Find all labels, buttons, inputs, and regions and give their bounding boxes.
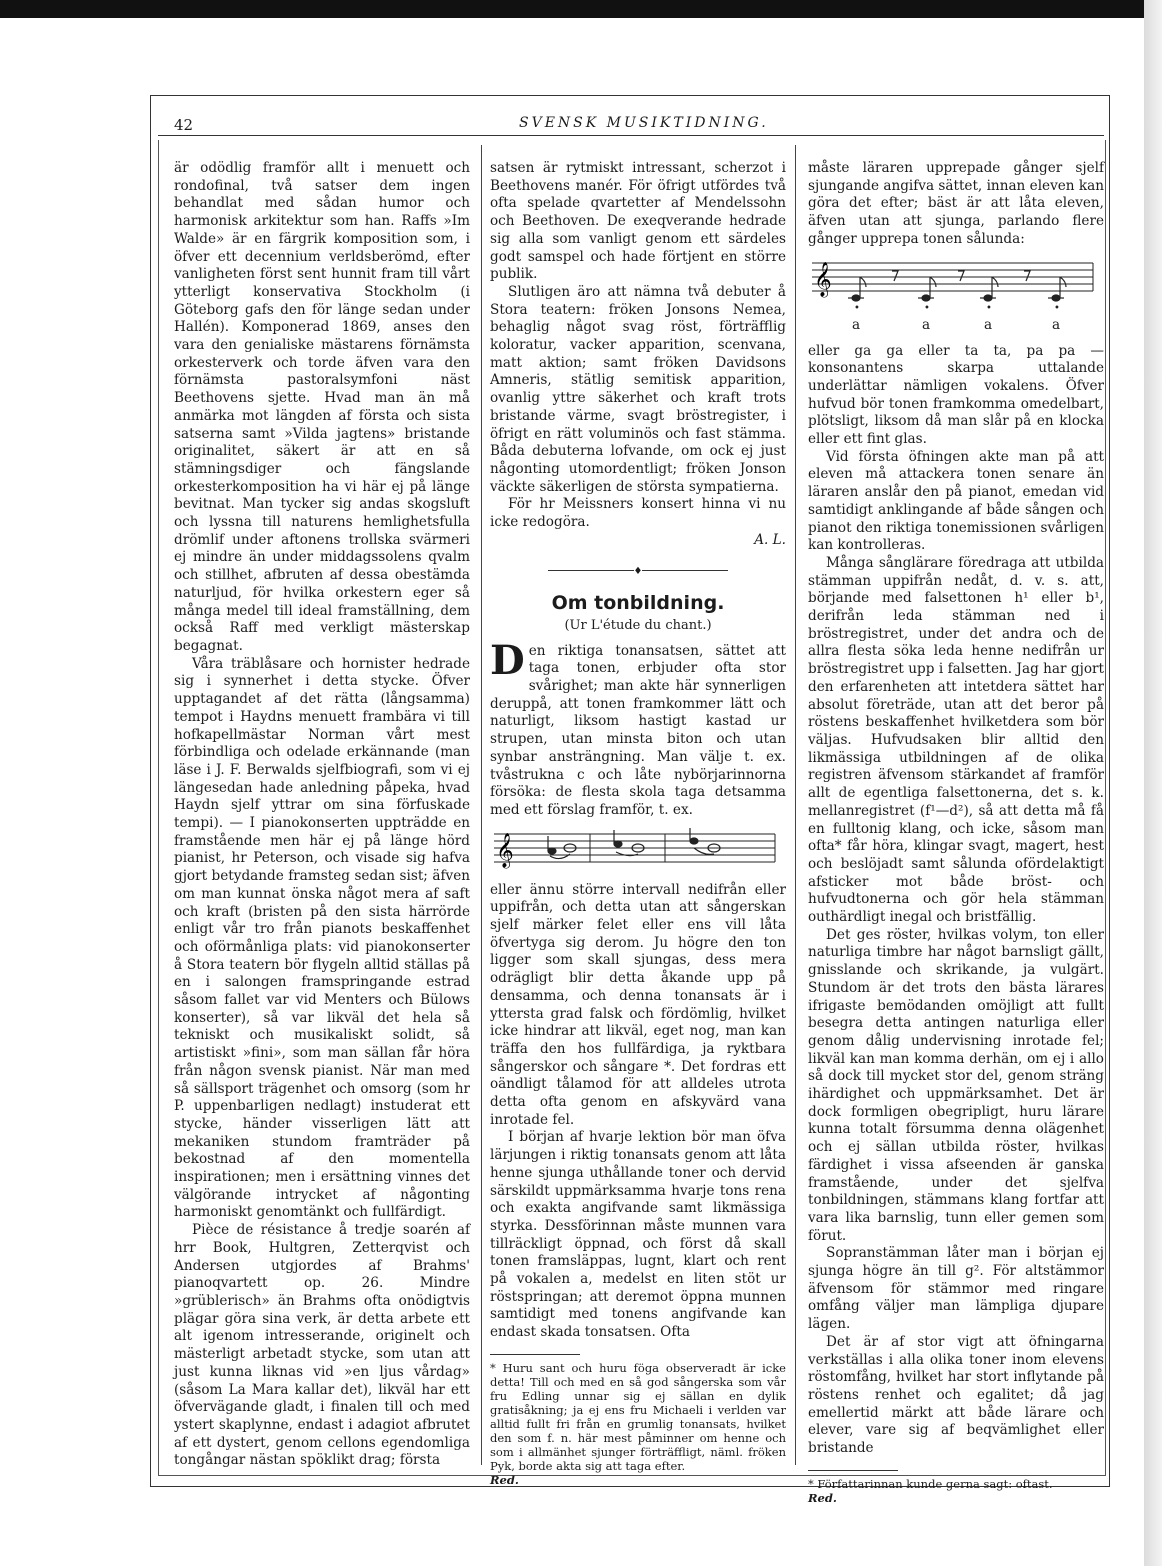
col1-paragraph-3: Pièce de résistance å tredje soarén af hrr Book, Hultgren, Zetterqvist och Andersen utgjordes af Brahms' pianoqvartett op. 26. Mindre »grüblerisch» än Brahms ofta onödigtvis plägar göra sina verk, är detta arbete ett alt igenom intresserande, originelt och mästerligt arbetadt stycke, som utan att just kunna liknas vid »en ljus vårdag» (såsom La Mara kallar det), likväl har ett öfvervägande gladt, i finalen till och med ystert skaplynne, endast i adagiot afbrutet af ett dystert, genom cellons egendomliga tongångar nästan spöklikt drag; första <box>174 1222 470 1469</box>
svg-text:𝄞: 𝄞 <box>814 261 832 297</box>
col2-footnote: * Huru sant och huru föga observeradt är icke detta! Till och med en så god sångerska som vår fru Edling unnar sig ej sällan en dylik gratisåkning; ja ej ens fru Michaeli i verlden var alltid fullt fri från en grumlig tonansats, hvilket den som f. n. här mest påminner om henne och som i allmänhet sjunger förträffligt, näml. fröken Pyk, borde akta sig att taga efter. <box>490 1360 786 1473</box>
col2-paragraph-6: I början af hvarje lektion bör man öfva lärjungen i riktig tonansats genom att låta henne sjunga uthållande toner och dervid särskildt uppmärksamma hvarje tons rena och exakta angifvande samt likmässiga styrka. Dessförinnan måste munnen vara tillräckligt öppnad, och först då skall tonen framsläppas, lugnt, klart och rent på vokalen a, medelst en liten stöt ur röstspringan; att deremot öppna munnen samtidigt med tonens angifvande kan endast skada tonsatsen. Ofta <box>490 1129 786 1341</box>
scan-top-edge <box>0 0 1162 18</box>
svg-text:•: • <box>1054 302 1060 314</box>
page-header <box>174 112 1104 140</box>
syllable-2: a <box>922 316 931 333</box>
col2-paragraph-1: satsen är rytmiskt intressant, scherzot i Beethovens manér. För öfrigt utfördes två ofta spelade qvartetter af Mendelssohn och Beethoven. De exeqverande hedrade sig alla som vanligt genom ett särdeles godt samspel och hade förtjent en större publik. <box>490 160 786 283</box>
syllable-3: a <box>984 316 993 333</box>
column-3 <box>808 160 1104 1505</box>
syllable-4: a <box>1052 316 1061 333</box>
col3-paragraph-3: Vid första öfningen akte man på att eleven må attackera tonen senare än läraren anslår den på pianot, emedan vid samtidigt anklingande af både sången och pianot den riktiga tonemissionen svårligen kan kontrolleras. <box>808 448 1104 554</box>
article-title: Om tonbildning. <box>551 592 725 615</box>
review-signature: A. L. <box>754 531 786 548</box>
svg-text:•: • <box>854 302 860 314</box>
drop-cap: D <box>490 636 525 684</box>
col3-footnote-signature: Red. <box>808 1490 837 1505</box>
article-source: (Ur L'étude du chant.) <box>564 617 712 633</box>
col3-paragraph-1: måste läraren upprepade gånger sjelf sjungande angifva sättet, innan eleven kan göra det efter; bäst är att låta eleven, äfven utan att sjunga, parlando flere gånger upprepa tonen sålunda: <box>808 160 1104 247</box>
col3-footnote: * Författarinnan kunde gerna sagt: oftast. <box>808 1476 1053 1491</box>
col2-paragraph-2: Slutligen äro att nämna två debuter å Stora teatern: fröken Jonsons Nemea, behaglig något svag röst, förträfflig koloratur, vacker apparition, scenvana, matt aktion; samt fröken Davidsons Amneris, stätlig semitisk apparition, ovanlig yttre säkerhet och kraft trots bristande värme, svagt bröstregister, i öfrigt en rätt voluminös och fast stämma. Båda debuterna lofvande, om ock ej just någonting utomordentligt; fröken Jonson väckte säkerligen de största sympatierna. <box>490 283 786 495</box>
col3-paragraph-6: Sopranstämman låter man i början ej sjunga högre än till g². För altstämmor äfvensom för stämmor med ringare omfång väljer man lämpliga djupare lägen. <box>808 1245 1104 1333</box>
music-example-1 <box>490 826 780 872</box>
section-separator: ♦ <box>490 563 786 581</box>
music-example-2 <box>808 253 1104 339</box>
col3-paragraph-5: Det ges röster, hvilkas volym, ton eller naturliga timbre har något barnsligt gällt, gnisslande och skrikande, ja vulgärt. Stundom är det trots den bästa lärares ifrigaste bemödanden omöjligt att fullt besegra detta antingen naturliga eller genom dålig undervisning inrotade fel; likväl kan man komma derhän, om ej i allo så dock till mycket stor del, genom sträng ihärdighet och uppmärksamhet. Det är dock formligen obegripligt, huru lärare kunna totalt försumma denna olägenhet och ej sällan utbilda röster, hvilkas färdighet i vissa afseenden är ganska framstående, under det sjelfva tonbildningen, stämmans klang fortfar att vara lika barnslig, tunn eller gemen som förut. <box>808 926 1104 1244</box>
page-number: 42 <box>174 116 194 134</box>
col1-paragraph-2: Våra träblåsare och hornister hedrade sig i synnerhet i detta stycke. Öfver upptagandet af det rätta (långsamma) tempot i Haydns menuett frambära vi till hofkapellmästar Norman vårt mest förbindliga och odelade erkännande (man läse i J. F. Berwalds sjelfbiografi, som vi ej längesedan hade anledning påpeka, hvad Haydn sjelf yttrar om sina förfuskade tempi). — I pianokonserten uppträdde en framstående men här ej på länge hörd pianist, hr Peterson, och visade sig hafva gjort betydande framsteg sedan sist; äfven om man kunnat önska något mera af saft och kraft (bristen på den sista härrörde enligt vår tro från pianots beskaffenhet och oförmånliga plats: vid pianokonserter å Stora teatern bör flygeln alltid ställas på en i salongen framspringande estrad såsom fallet var vid Menters och Bülows konserter), så var likväl det hela så tekniskt och musikaliskt solidt, så artistiskt »fini», som man sällan får höra från någon svensk pianist. När man med så sällsport trägenhet och omsorg (som hr P. uppenbarligen nedlagt) instuderat ett stycke, händer visserligen lätt att mekaniken stundom framträder på bekostnad af den momentella inspirationen; men i ersättning vinnes det välgörande intrycket af någonting harmoniskt genomtänkt och fullfärdigt. <box>174 655 470 1221</box>
col3-paragraph-4: Många sånglärare föredraga att utbilda stämman uppifrån nedåt, d. v. s. att, börjande med falsettonen h¹ eller b¹, derifrån leda stämman ned i bröstregistret, under det andra och de allra flesta söka leda henne nedifrån ur bröstregistret upp i falsetten. Jag har gjort den erfarenheten att intetdera sättet har absolut företräde, utan att det beror på röstens beskaffenhet hvilketdera som bör väljas. Hufvudsaken blir alltid den likmässiga utbildningen af de olika registren äfvensom stärkandet af framför allt de egentliga falsettonerna, det s. k. mellanregistret (f¹—d²), så att detta må få en fulltonig klang, och icke, såsom man ofta* får höra, klingar svagt, magert, hest och beslöjadt samt sålunda ofördelaktigt afsticker mot både bröst- och hufvudtonerna och gör hela stämman outhärdligt inegal och bristfällig. <box>808 554 1104 926</box>
col1-paragraph-1: är odödlig framför allt i menuett och rondofinal, två satser dem ingen behandlat med sådan humor och harmonisk arkitektur som han. Raffs »Im Walde» är en färgrik komposition som, i öfver ett decennium verldsberömd, efter vanligheten först sent hunnit fram till vårt ytterligt konservativa Stockholm (i Göteborg gafs den för länge sedan under Hallén). Komponerad 1869, anses den vara den genialiske mästarens förnämsta orkesterverk och torde äfven vara den förnämsta pastoralsymfoni näst Beethovens sjette. Hvad man än må anmärka mot längden af första och sista satserna samt »Vilda jagtens» bristande originalitet, säkert är att en så stämningsdiger och fängslande orkesterkomposition ha vi här ej på länge bevitnat. Man tycker sig andas skogsluft och lyssna till naturens hemlighetsfulla drömlif under aftonens trollska svärmeri ej mindre än under middagssolens qvalm och stillhet, afbruten af dessa obestämda naturljud, för hvilka orkestern eger så många medel till ideal framställning, dem också Raff med verkligt mästerskap begagnat. <box>174 160 470 654</box>
col2-paragraph-5: eller ännu större intervall nedifrån eller uppifrån, och detta utan att sångerskan sjelf märker felet eller ens vill låta öfvertyga sig derom. Ju högre den ton ligger som skall sjungas, dess mera odrägligt blir detta åkande upp på densamma, och denna tonansats är i yttersta grad falsk och fördömlig, hvilket icke hindrar att likväl, eget nog, man kan träffa den hos fullfärdiga, ja ryktbara sångerskor och sångare *. Det fordras ett oändligt tålamod för att alldeles utrota detta ofta genom en afskyvärd vana inrotade fel. <box>490 881 786 1128</box>
column-rule-2 <box>795 145 796 1465</box>
col2-paragraph-4 <box>490 636 786 820</box>
col2-paragraph-3: För hr Meissners konsert hinna vi nu icke redogöra. <box>490 496 786 531</box>
svg-text:•: • <box>924 302 930 314</box>
article-opening-text: en riktiga tonansatsen, sättet att taga tonen, erbjuder ofta stor svårighet; man akte här synnerligen deruppå, att tonen framkommer lätt och naturligt, liksom hastigt kastad ur strupen, utan minsta biton och utan synbar ansträngning. Man välje t. ex. tvåstrukna c och låte nybörjarinnorna försöka: de flesta skola taga detsamma med ett förslag framför, t. ex. <box>490 642 786 818</box>
col2-footnote-signature: Red. <box>490 1472 519 1487</box>
running-title: SVENSK MUSIKTIDNING. <box>519 115 769 131</box>
column-2 <box>490 160 786 1487</box>
syllable-1: a <box>852 316 861 333</box>
svg-text:•: • <box>986 302 992 314</box>
scan-right-edge <box>1144 0 1162 1566</box>
column-rule-1 <box>481 145 482 1465</box>
col3-paragraph-7: Det är af stor vigt att öfningarna verkställas i alla olika toner inom elevens röstomfång, hvilket har stort inflytande på röstens renhet och egalitet; då jag emellertid märkt att både lärare och elever, vare sig af beqvämlighet eller bristande <box>808 1333 1104 1457</box>
column-1 <box>174 160 470 1470</box>
footnote-rule-2 <box>808 1470 898 1471</box>
footnote-rule <box>490 1354 580 1355</box>
col3-paragraph-2: eller ga ga eller ta ta, pa pa — konsonantens skarpa uttalande underlättar nämligen vokalens. Öfver hufvud bör tonen framkomma omedelbart, plötsligt, liksom då man slår på en klocka eller ett fint glas. <box>808 342 1104 448</box>
svg-text:𝄞: 𝄞 <box>496 832 514 868</box>
